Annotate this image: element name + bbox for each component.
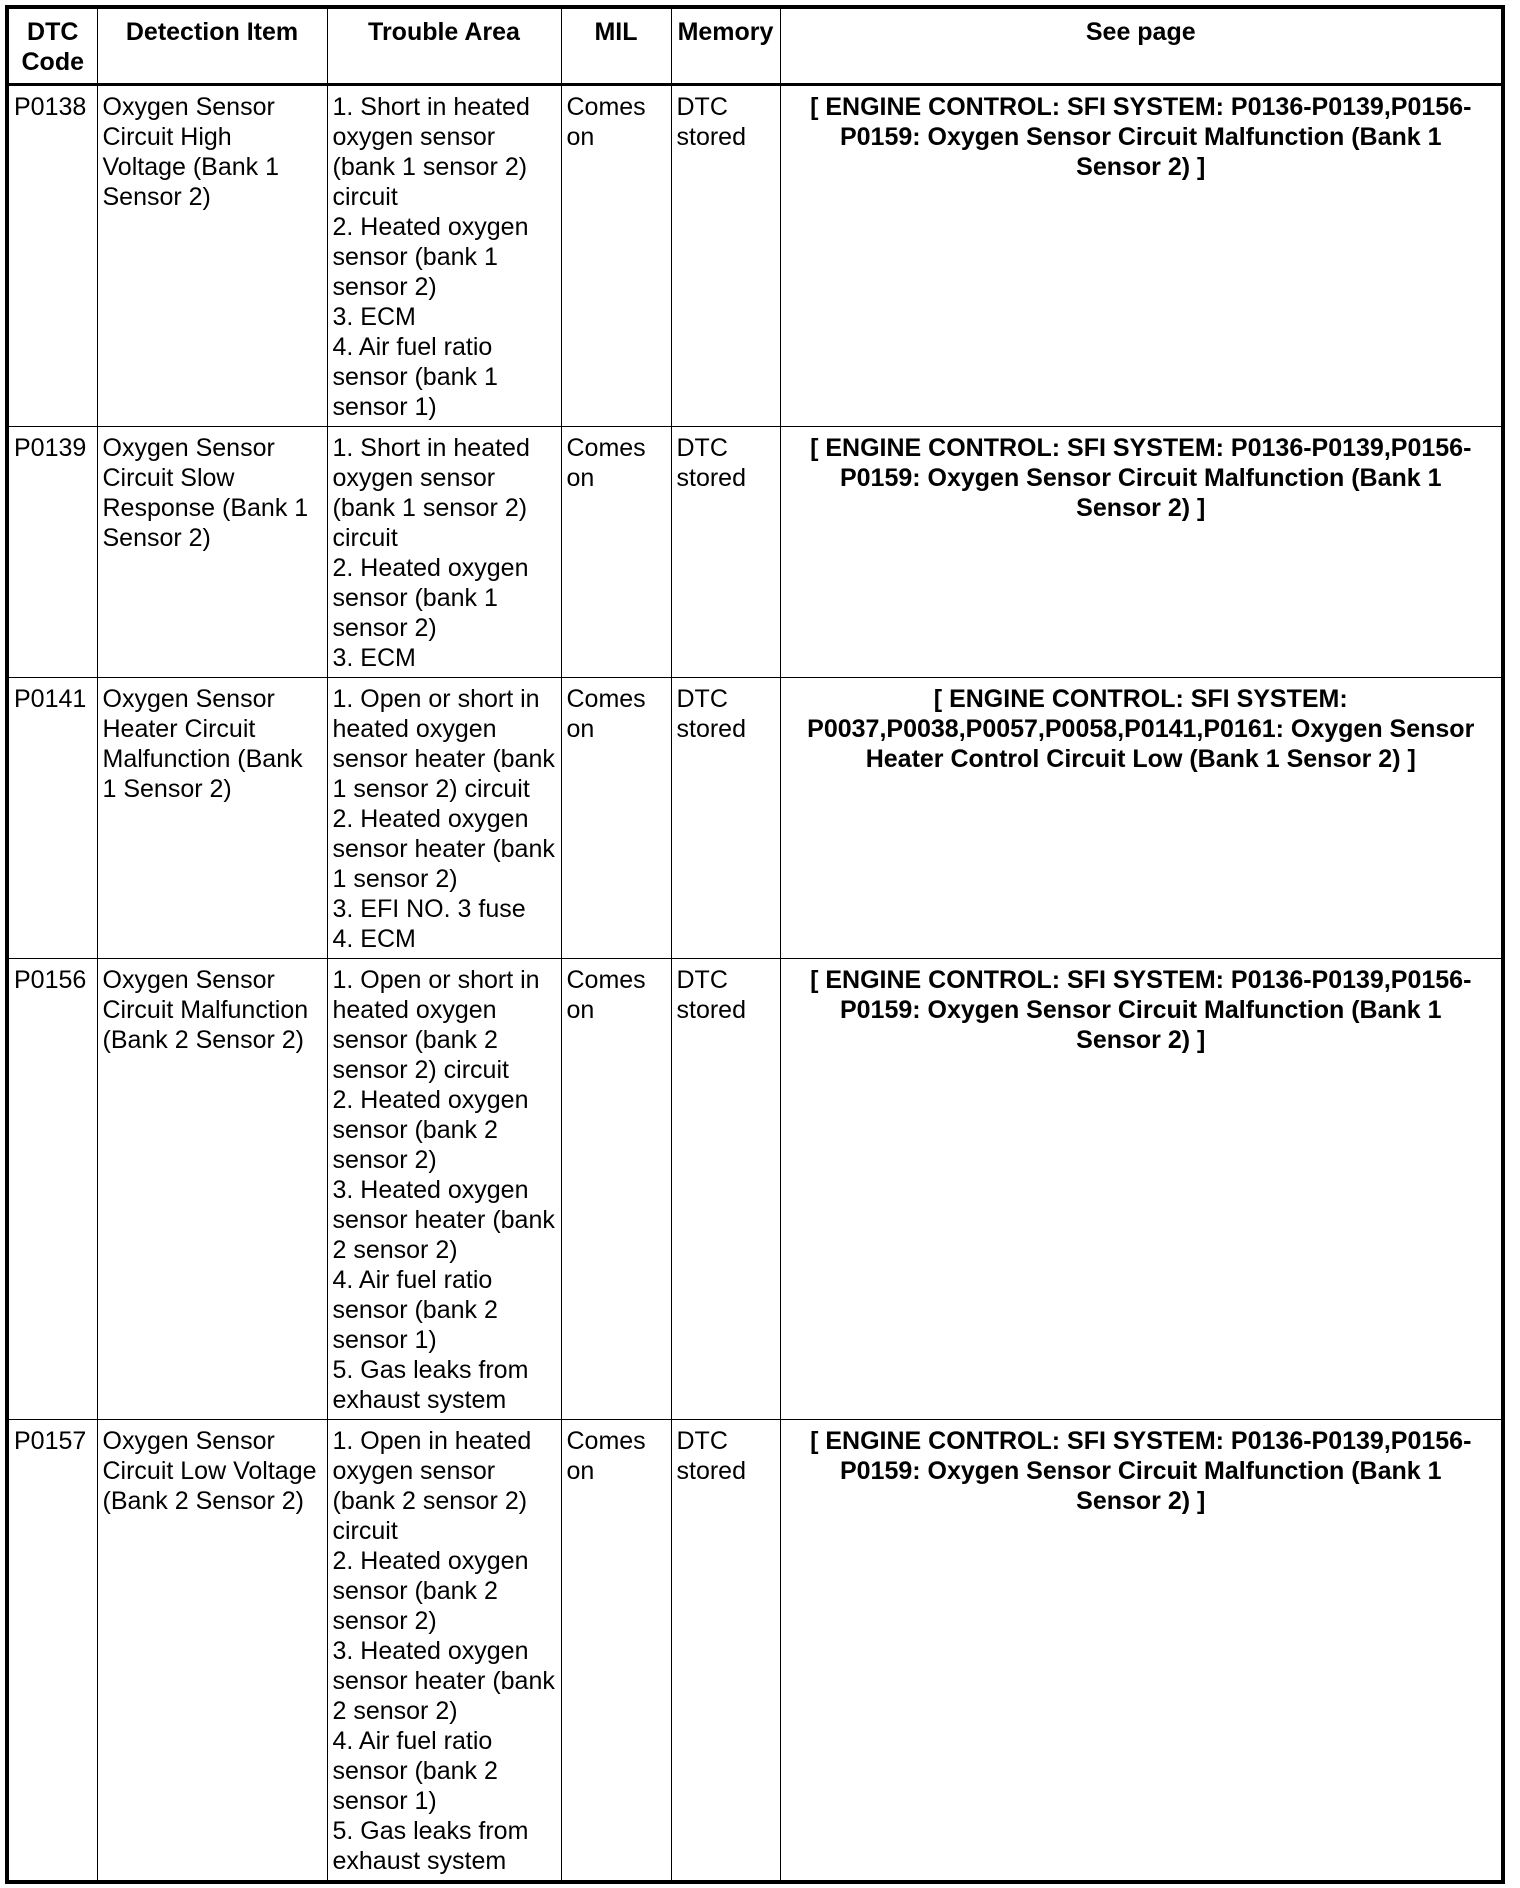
table-header [7, 7, 1503, 85]
trouble-area-line: 1. Short in heated oxygen sensor (bank 1 sensor 2) circuit [332, 434, 530, 552]
trouble-area-line: 1. Short in heated oxygen sensor (bank 1 sensor 2) circuit [332, 93, 530, 211]
mil-cell: Comes on [561, 85, 671, 427]
dtc-code-cell: P0139 [7, 427, 97, 678]
trouble-area-line: 4. Air fuel ratio sensor (bank 1 sensor 1) [332, 333, 498, 421]
trouble-area-line: 4. Air fuel ratio sensor (bank 2 sensor 1) [332, 1727, 498, 1815]
trouble-area-line: 2. Heated oxygen sensor (bank 2 sensor 2) [332, 1086, 529, 1174]
see-page-link[interactable]: [ ENGINE CONTROL: SFI SYSTEM: P0136-P0139,P0156-P0159: Oxygen Sensor Circuit Malfunction (Bank 1 Sensor 2) ] [780, 85, 1503, 427]
detection-item-cell: Oxygen Sensor Circuit Malfunction (Bank 2 Sensor 2) [97, 959, 327, 1420]
trouble-area-cell [327, 427, 561, 678]
header-mil: MIL [561, 7, 671, 85]
mil-cell: Comes on [561, 427, 671, 678]
trouble-area-line: 4. ECM [332, 925, 416, 953]
memory-cell: DTC stored [671, 959, 780, 1420]
memory-cell: DTC stored [671, 1420, 780, 1883]
trouble-area-line: 3. Heated oxygen sensor heater (bank 2 sensor 2) [332, 1637, 555, 1725]
dtc-code-cell: P0141 [7, 678, 97, 959]
trouble-area-cell [327, 678, 561, 959]
dtc-code-cell: P0157 [7, 1420, 97, 1883]
header-trouble-area: Trouble Area [327, 7, 561, 85]
trouble-area-line: 5. Gas leaks from exhaust system [332, 1817, 529, 1875]
detection-item-cell: Oxygen Sensor Heater Circuit Malfunction (Bank 1 Sensor 2) [97, 678, 327, 959]
header-see-page: See page [780, 7, 1503, 85]
header-dtc-code: DTC Code [7, 7, 97, 85]
trouble-area-line: 1. Open in heated oxygen sensor (bank 2 sensor 2) circuit [332, 1427, 532, 1545]
header-detection-item: Detection Item [97, 7, 327, 85]
memory-cell: DTC stored [671, 427, 780, 678]
see-page-link[interactable]: [ ENGINE CONTROL: SFI SYSTEM: P0136-P0139,P0156-P0159: Oxygen Sensor Circuit Malfunction (Bank 1 Sensor 2) ] [780, 959, 1503, 1420]
table-row [7, 85, 1503, 427]
trouble-area-line: 3. Heated oxygen sensor heater (bank 2 sensor 2) [332, 1176, 555, 1264]
table-row [7, 1420, 1503, 1883]
trouble-area-line: 3. ECM [332, 644, 416, 672]
memory-cell: DTC stored [671, 678, 780, 959]
trouble-area-cell [327, 1420, 561, 1883]
trouble-area-line: 3. ECM [332, 303, 416, 331]
detection-item-cell: Oxygen Sensor Circuit Slow Response (Bank 1 Sensor 2) [97, 427, 327, 678]
mil-cell: Comes on [561, 678, 671, 959]
mil-cell: Comes on [561, 959, 671, 1420]
table-row [7, 678, 1503, 959]
trouble-area-line: 2. Heated oxygen sensor (bank 2 sensor 2) [332, 1547, 529, 1635]
trouble-area-line: 1. Open or short in heated oxygen sensor heater (bank 1 sensor 2) circuit [332, 685, 555, 803]
trouble-area-line: 4. Air fuel ratio sensor (bank 2 sensor 1) [332, 1266, 498, 1354]
trouble-area-line: 3. EFI NO. 3 fuse [332, 895, 526, 923]
trouble-area-cell [327, 85, 561, 427]
trouble-area-cell [327, 959, 561, 1420]
header-memory: Memory [671, 7, 780, 85]
dtc-code-cell: P0138 [7, 85, 97, 427]
mil-cell: Comes on [561, 1420, 671, 1883]
memory-cell: DTC stored [671, 85, 780, 427]
trouble-area-line: 1. Open or short in heated oxygen sensor (bank 2 sensor 2) circuit [332, 966, 540, 1084]
dtc-code-cell: P0156 [7, 959, 97, 1420]
see-page-link[interactable]: [ ENGINE CONTROL: SFI SYSTEM: P0136-P0139,P0156-P0159: Oxygen Sensor Circuit Malfunction (Bank 1 Sensor 2) ] [780, 427, 1503, 678]
detection-item-cell: Oxygen Sensor Circuit Low Voltage (Bank 2 Sensor 2) [97, 1420, 327, 1883]
trouble-area-line: 2. Heated oxygen sensor (bank 1 sensor 2) [332, 213, 529, 301]
table-row [7, 427, 1503, 678]
see-page-link[interactable]: [ ENGINE CONTROL: SFI SYSTEM: P0037,P0038,P0057,P0058,P0141,P0161: Oxygen Sensor Heater Control Circuit Low (Bank 1 Sensor 2) ] [780, 678, 1503, 959]
table-row [7, 959, 1503, 1420]
dtc-table [5, 5, 1505, 1884]
detection-item-cell: Oxygen Sensor Circuit High Voltage (Bank 1 Sensor 2) [97, 85, 327, 427]
header-row [7, 7, 1503, 85]
trouble-area-line: 2. Heated oxygen sensor (bank 1 sensor 2) [332, 554, 529, 642]
trouble-area-line: 5. Gas leaks from exhaust system [332, 1356, 529, 1414]
see-page-link[interactable]: [ ENGINE CONTROL: SFI SYSTEM: P0136-P0139,P0156-P0159: Oxygen Sensor Circuit Malfunction (Bank 1 Sensor 2) ] [780, 1420, 1503, 1883]
trouble-area-line: 2. Heated oxygen sensor heater (bank 1 sensor 2) [332, 805, 555, 893]
